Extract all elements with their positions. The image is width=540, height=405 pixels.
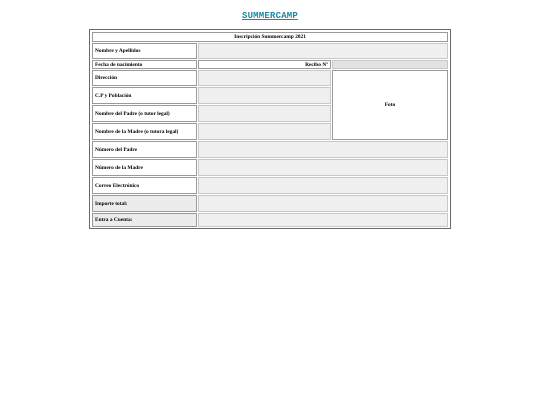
label-correo: Correo Electrónico: [92, 177, 197, 194]
cp-poblacion-input[interactable]: [198, 87, 331, 104]
label-numero-padre: Número del Padre: [92, 141, 197, 158]
direccion-input[interactable]: [198, 70, 331, 86]
numero-madre-input[interactable]: [198, 159, 448, 176]
correo-input[interactable]: [198, 177, 448, 194]
label-nombre-padre: Nombre del Padre (o tutor legal): [92, 105, 197, 122]
page-title: SUMMERCAMP: [241, 11, 298, 21]
label-nombre-madre: Nombre de la Madre (o tutora legal): [92, 123, 197, 140]
entra-cuenta-input[interactable]: [198, 213, 448, 227]
nombre-madre-input[interactable]: [198, 123, 331, 140]
nombre-padre-input[interactable]: [198, 105, 331, 122]
recibo-input[interactable]: [332, 60, 448, 69]
form-header: Inscripción Summercamp 2021: [92, 32, 448, 42]
photo-box: Foto: [332, 70, 448, 140]
label-entra-cuenta: Entra a Cuenta:: [92, 213, 197, 227]
registration-form: [89, 29, 451, 229]
label-direccion: Dirección: [92, 70, 197, 86]
label-cp-poblacion: C.P y Población: [92, 87, 197, 104]
label-fecha-nacimiento: Fecha de nacimiento: [92, 60, 197, 69]
label-importe-total: Importe total:: [92, 195, 197, 212]
recibo-label: Recibo Nº: [198, 60, 331, 69]
label-nombre-apellidos: Nombre y Apellidos: [92, 43, 197, 59]
label-numero-madre: Número de la Madre: [92, 159, 197, 176]
numero-padre-input[interactable]: [198, 141, 448, 158]
importe-total-input[interactable]: [198, 195, 448, 212]
nombre-apellidos-input[interactable]: [198, 43, 448, 59]
